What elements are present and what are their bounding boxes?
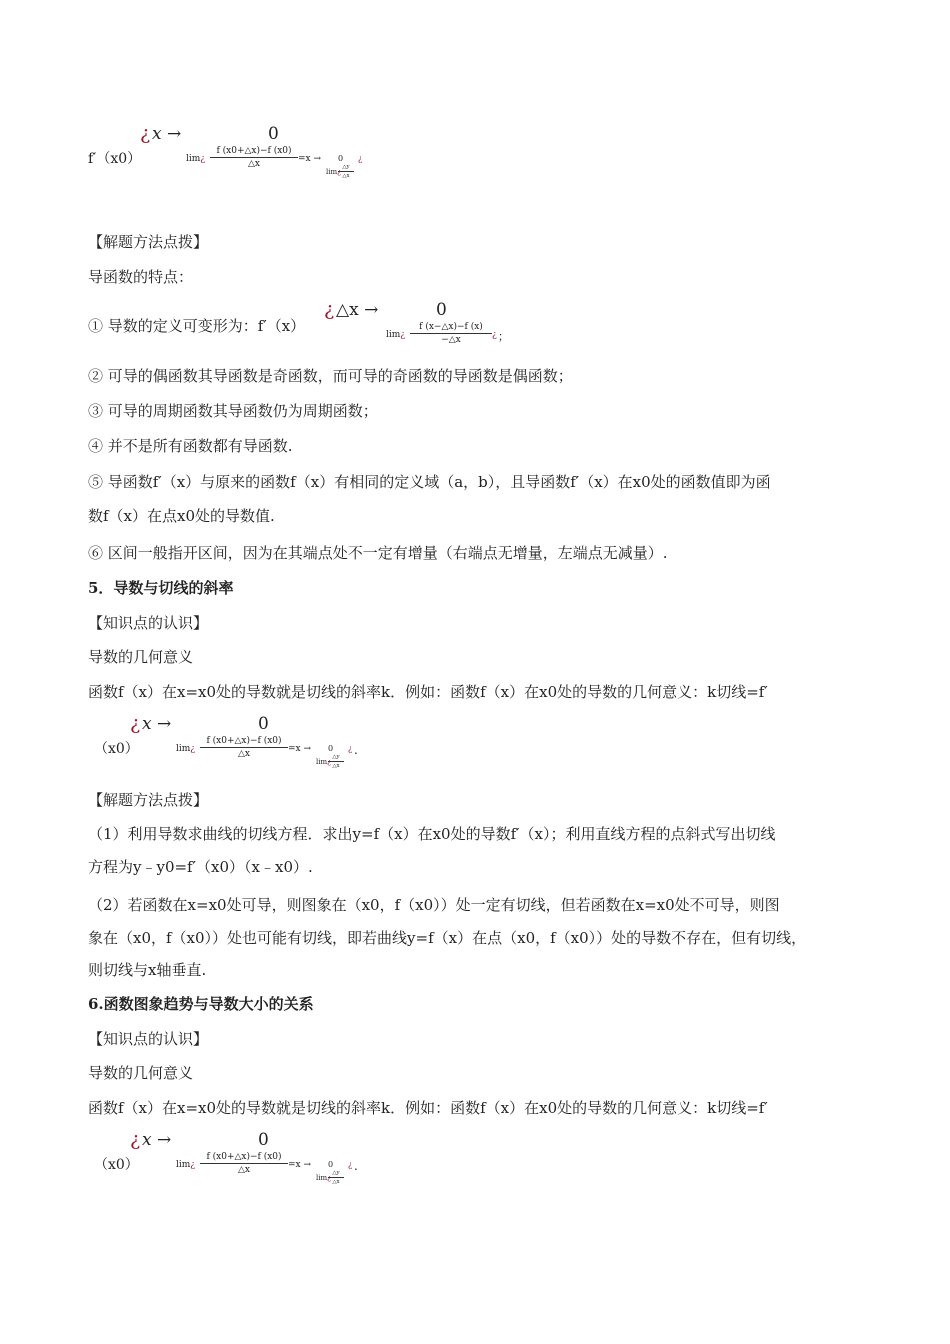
formula2-lim-q: ¿ — [190, 744, 196, 754]
alt-dx-arrow: △x → — [336, 300, 379, 320]
small-fraction — [338, 164, 354, 179]
formula3-lim-q: ¿ — [190, 1160, 196, 1170]
tangent-slope-formula-2 — [94, 1128, 414, 1198]
paragraph-1-line-1: （1）利用导数求曲线的切线方程．求出y=f（x）在x0处的导数f′（x）；利用直线方程的点斜式写出切线 — [88, 825, 776, 843]
formula-zero: 0 — [268, 124, 279, 144]
item-3: ③ 可导的周期函数其导函数仍为周期函数； — [88, 402, 378, 420]
alt-zero: 0 — [436, 300, 447, 320]
formula3-denominator: △x — [238, 1165, 250, 1175]
formula3-zero: 0 — [258, 1130, 269, 1150]
alt-numerator: f (x−△x)−f (x) — [419, 322, 483, 332]
fraction-numerator: f (x0+△x)−f (x0) — [216, 146, 292, 156]
formula-placeholder-char: ¿ — [140, 122, 151, 144]
formula2-lim — [176, 744, 195, 754]
formula2-dot: . — [354, 743, 358, 757]
paragraph-2-line-1: （2）若函数在x=x0处可导，则图象在（x0，f（x0））处一定有切线，但若函数在x=x0处不可导，则图 — [88, 896, 780, 914]
formula2-small-lim-text: lim — [316, 758, 328, 766]
section-5-heading: 5．导数与切线的斜率 — [88, 579, 234, 597]
formula3-small-zero: 0 — [328, 1160, 334, 1169]
tip-heading-1: 【解题方法点拨】 — [88, 233, 209, 251]
alt-lim-q: ¿ — [400, 330, 406, 340]
formula2-small-zero: 0 — [328, 744, 334, 753]
lim-text: lim — [186, 154, 201, 164]
formula3-small-bar — [328, 1177, 344, 1178]
definition-1: 函数f（x）在x=x0处的导数就是切线的斜率k．例如：函数f（x）在x0处的导数的几何意义：k切线=f′ — [88, 683, 768, 701]
formula3-small-denominator: △x — [332, 1179, 340, 1185]
formula2-x-arrow: x → — [142, 714, 172, 734]
small-zero: 0 — [338, 154, 344, 163]
alt-semicolon: ； — [498, 330, 509, 343]
formula2-lead: （x0） — [94, 741, 139, 757]
alt-lim-text: lim — [386, 330, 401, 340]
formula2-trailing-q: ¿ — [348, 744, 353, 753]
knowledge-heading-1: 【知识点的认识】 — [88, 614, 209, 632]
formula3-small-fraction — [328, 1170, 344, 1185]
formula2-bar — [200, 747, 288, 748]
formula3-trailing-q: ¿ — [348, 1160, 353, 1169]
formula2-fraction — [200, 736, 288, 759]
formula2-denominator: △x — [238, 749, 250, 759]
formula3-small-numerator: △y — [332, 1170, 340, 1176]
item-1: ① 导数的定义可变形为：f′（x） — [88, 317, 306, 335]
alt-placeholder-char: ¿ — [324, 298, 335, 320]
small-lim-text: lim — [326, 168, 338, 176]
formula3-eq: =x → — [288, 1160, 312, 1170]
item-4: ④ 并不是所有函数都有导函数. — [88, 437, 293, 455]
fraction-denominator: △x — [248, 159, 260, 169]
formula3-fraction — [200, 1152, 288, 1175]
alt-bar — [410, 333, 492, 334]
formula2-small-denominator: △x — [332, 763, 340, 769]
formula-x-arrow: x → — [152, 124, 182, 144]
formula3-small-lim-q: ¿ — [327, 1174, 331, 1182]
formula2-small-lim-q: ¿ — [327, 758, 331, 766]
formula3-lim — [176, 1160, 195, 1170]
small-denominator: △x — [342, 173, 350, 179]
formula2-eq: =x → — [288, 744, 312, 754]
features-label: 导函数的特点： — [88, 268, 194, 286]
formula2-small-fraction — [328, 754, 344, 769]
formula3-lead: （x0） — [94, 1157, 139, 1173]
formula-trailing-q: ¿ — [358, 154, 363, 163]
tangent-slope-formula-1 — [94, 712, 414, 782]
definition-2: 函数f（x）在x=x0处的导数就是切线的斜率k．例如：函数f（x）在x0处的导数的几何意义：k切线=f′ — [88, 1099, 768, 1117]
alt-trailing-q: ¿ — [492, 330, 497, 340]
section-6-heading: 6.函数图象趋势与导数大小的关系 — [88, 995, 314, 1013]
formula2-lim-text: lim — [176, 744, 191, 754]
formula-fraction — [210, 146, 298, 169]
paragraph-2-line-2: 象在（x0，f（x0））处也可能有切线，即若曲线y=f（x）在点（x0，f（x0））处的导数不存在，但有切线， — [88, 929, 807, 947]
formula-eq: =x → — [298, 154, 322, 164]
alt-denominator: −△x — [441, 335, 461, 345]
formula3-bar — [200, 1163, 288, 1164]
formula3-dot: . — [354, 1159, 358, 1173]
alt-derivative-formula — [320, 298, 640, 368]
formula3-placeholder-char: ¿ — [130, 1128, 141, 1150]
derivative-limit-formula — [88, 122, 408, 192]
formula3-x-arrow: x → — [142, 1130, 172, 1150]
formula-lim — [186, 154, 205, 164]
item-5-line-1: ⑤ 导函数f′（x）与原来的函数f（x）有相同的定义域（a，b），且导函数f′（x）在x0处的函数值即为函 — [88, 473, 771, 491]
small-bar — [338, 171, 354, 172]
formula2-small-bar — [328, 761, 344, 762]
alt-fraction — [410, 322, 492, 345]
geometry-meaning-1: 导数的几何意义 — [88, 648, 194, 666]
knowledge-heading-2: 【知识点的认识】 — [88, 1030, 209, 1048]
formula-lead: f′（x0） — [88, 151, 142, 167]
paragraph-1-line-2: 方程为y﹣y0=f′（x0）（x﹣x0）. — [88, 858, 313, 876]
lim-q: ¿ — [200, 154, 206, 164]
item-6: ⑥ 区间一般指开区间，因为在其端点处不一定有增量（右端点无增量，左端点无减量）. — [88, 544, 668, 562]
item-5-line-2: 数f（x）在点x0处的导数值. — [88, 507, 275, 525]
fraction-bar — [210, 157, 298, 158]
geometry-meaning-2: 导数的几何意义 — [88, 1064, 194, 1082]
formula2-small-numerator: △y — [332, 754, 340, 760]
formula2-numerator: f (x0+△x)−f (x0) — [206, 736, 282, 746]
alt-lim — [386, 330, 405, 340]
tip-heading-2: 【解题方法点拨】 — [88, 791, 209, 809]
item-2: ② 可导的偶函数其导函数是奇函数，而可导的奇函数的导函数是偶函数； — [88, 367, 573, 385]
formula2-placeholder-char: ¿ — [130, 712, 141, 734]
small-lim-q: ¿ — [337, 168, 341, 176]
formula2-zero: 0 — [258, 714, 269, 734]
paragraph-2-line-3: 则切线与x轴垂直. — [88, 961, 207, 979]
small-numerator: △y — [342, 164, 350, 170]
formula3-small-lim-text: lim — [316, 1174, 328, 1182]
formula3-lim-text: lim — [176, 1160, 191, 1170]
formula3-numerator: f (x0+△x)−f (x0) — [206, 1152, 282, 1162]
